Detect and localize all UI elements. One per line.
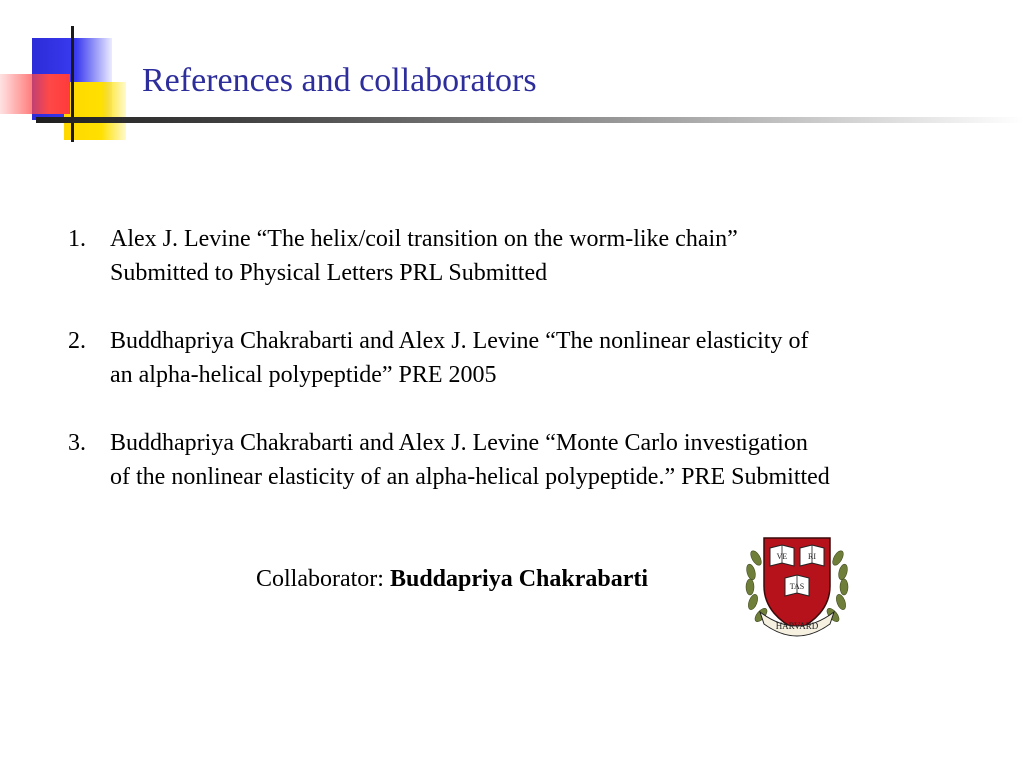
seal-book-text: RI — [808, 552, 816, 561]
reference-list — [68, 222, 988, 528]
reference-text-line: Buddhapriya Chakrabarti and Alex J. Levine “The nonlinear elasticity of — [110, 328, 809, 354]
reference-number: 2. — [68, 328, 86, 354]
reference-item — [68, 426, 988, 494]
collaborator-line — [256, 566, 648, 593]
reference-item — [68, 222, 988, 290]
collaborator-label: Collaborator: — [256, 566, 384, 592]
reference-text-line: Alex J. Levine “The helix/coil transition on the worm-like chain” — [110, 226, 738, 252]
decor-vertical-line — [71, 26, 74, 142]
seal-book-text: VE — [776, 552, 788, 561]
slide-title: References and collaborators — [142, 62, 537, 99]
reference-text-line: of the nonlinear elasticity of an alpha-helical polypeptide.” PRE Submitted — [110, 464, 830, 490]
corner-decoration — [0, 0, 140, 150]
reference-number: 3. — [68, 430, 86, 456]
decor-red-bar — [0, 74, 70, 114]
reference-text-line: Buddhapriya Chakrabarti and Alex J. Levine “Monte Carlo investigation — [110, 430, 808, 456]
reference-number: 1. — [68, 226, 86, 252]
reference-item — [68, 324, 988, 392]
seal-book-text: TAS — [789, 582, 805, 591]
reference-text-line: an alpha-helical polypeptide” PRE 2005 — [110, 362, 497, 388]
seal-banner-text: HARVARD — [775, 621, 819, 631]
harvard-seal-icon — [742, 528, 852, 640]
collaborator-name: Buddapriya Chakrabarti — [389, 566, 649, 592]
reference-text-line: Submitted to Physical Letters PRL Submitted — [110, 260, 548, 286]
title-underline-rule — [36, 117, 1024, 123]
